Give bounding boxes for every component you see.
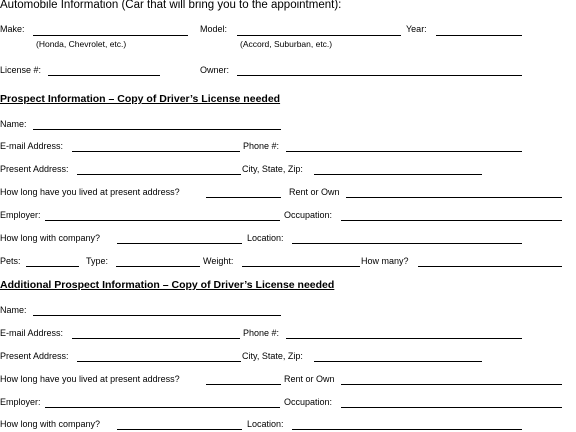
prospect-phone-label: Phone #: (243, 141, 280, 151)
make-label: Make: (0, 24, 25, 34)
additional-location-field[interactable] (292, 429, 522, 430)
additional-heading: Additional Prospect Information – Copy of Driver’s License needed (0, 279, 335, 291)
prospect-pets-field[interactable] (26, 266, 79, 267)
additional-email-label: E-mail Address: (0, 328, 64, 338)
additional-city-state-zip-field[interactable] (314, 361, 482, 362)
prospect-pets-label: Pets: (0, 256, 21, 266)
prospect-email-label: E-mail Address: (0, 141, 64, 151)
additional-phone-label: Phone #: (243, 328, 280, 338)
make-hint: (Honda, Chevrolet, etc.) (36, 39, 127, 49)
prospect-present-address-label: Present Address: (0, 164, 69, 174)
prospect-how-long-company-field[interactable] (117, 243, 242, 244)
prospect-how-many-field[interactable] (418, 266, 562, 267)
prospect-type-field[interactable] (116, 266, 200, 267)
additional-city-state-zip-label: City, State, Zip: (242, 351, 303, 361)
prospect-location-label: Location: (247, 233, 284, 243)
additional-how-long-address-label: How long have you lived at present address? (0, 374, 180, 384)
prospect-type-label: Type: (86, 256, 109, 266)
prospect-employer-field[interactable] (45, 220, 280, 221)
prospect-heading: Prospect Information – Copy of Driver’s License needed (0, 93, 281, 105)
prospect-name-label: Name: (0, 119, 27, 129)
prospect-city-state-zip-label: City, State, Zip: (242, 164, 303, 174)
additional-name-label: Name: (0, 305, 27, 315)
additional-rent-own-label: Rent or Own (284, 374, 335, 384)
prospect-occupation-label: Occupation: (284, 210, 333, 220)
additional-occupation-label: Occupation: (284, 397, 333, 407)
prospect-weight-label: Weight: (203, 256, 234, 266)
additional-how-long-company-label: How long with company? (0, 419, 101, 429)
additional-employer-label: Employer: (0, 397, 41, 407)
license-label: License #: (0, 65, 42, 75)
prospect-how-long-company-label: How long with company? (0, 233, 101, 243)
prospect-location-field[interactable] (292, 243, 522, 244)
prospect-how-long-address-label: How long have you lived at present address? (0, 187, 180, 197)
prospect-how-many-label: How many? (361, 256, 409, 266)
license-field[interactable] (48, 75, 160, 76)
model-hint: (Accord, Suburban, etc.) (240, 39, 333, 49)
prospect-name-field[interactable] (33, 129, 281, 130)
prospect-rent-own-field[interactable] (346, 197, 562, 198)
year-field[interactable] (436, 35, 522, 36)
prospect-how-long-address-field[interactable] (206, 197, 281, 198)
additional-how-long-company-field[interactable] (117, 429, 242, 430)
additional-location-label: Location: (247, 419, 284, 429)
prospect-present-address-field[interactable] (77, 174, 241, 175)
make-field[interactable] (33, 35, 188, 36)
additional-employer-field[interactable] (45, 407, 280, 408)
additional-name-field[interactable] (33, 315, 281, 316)
automobile-title: Automobile Information (Car that will bring you to the appointment): (0, 0, 342, 11)
additional-present-address-field[interactable] (77, 361, 241, 362)
owner-field[interactable] (237, 75, 522, 76)
prospect-rent-own-label: Rent or Own (289, 187, 340, 197)
additional-email-field[interactable] (72, 338, 240, 339)
additional-present-address-label: Present Address: (0, 351, 69, 361)
year-label: Year: (406, 24, 427, 34)
prospect-email-field[interactable] (72, 151, 240, 152)
additional-how-long-address-field[interactable] (206, 384, 281, 385)
prospect-employer-label: Employer: (0, 210, 41, 220)
owner-label: Owner: (200, 65, 230, 75)
prospect-occupation-field[interactable] (341, 220, 562, 221)
prospect-city-state-zip-field[interactable] (314, 174, 482, 175)
model-label: Model: (200, 24, 228, 34)
additional-phone-field[interactable] (286, 338, 522, 339)
prospect-weight-field[interactable] (242, 266, 360, 267)
additional-rent-own-field[interactable] (341, 384, 562, 385)
prospect-phone-field[interactable] (286, 151, 522, 152)
model-field[interactable] (237, 35, 401, 36)
additional-occupation-field[interactable] (341, 407, 562, 408)
